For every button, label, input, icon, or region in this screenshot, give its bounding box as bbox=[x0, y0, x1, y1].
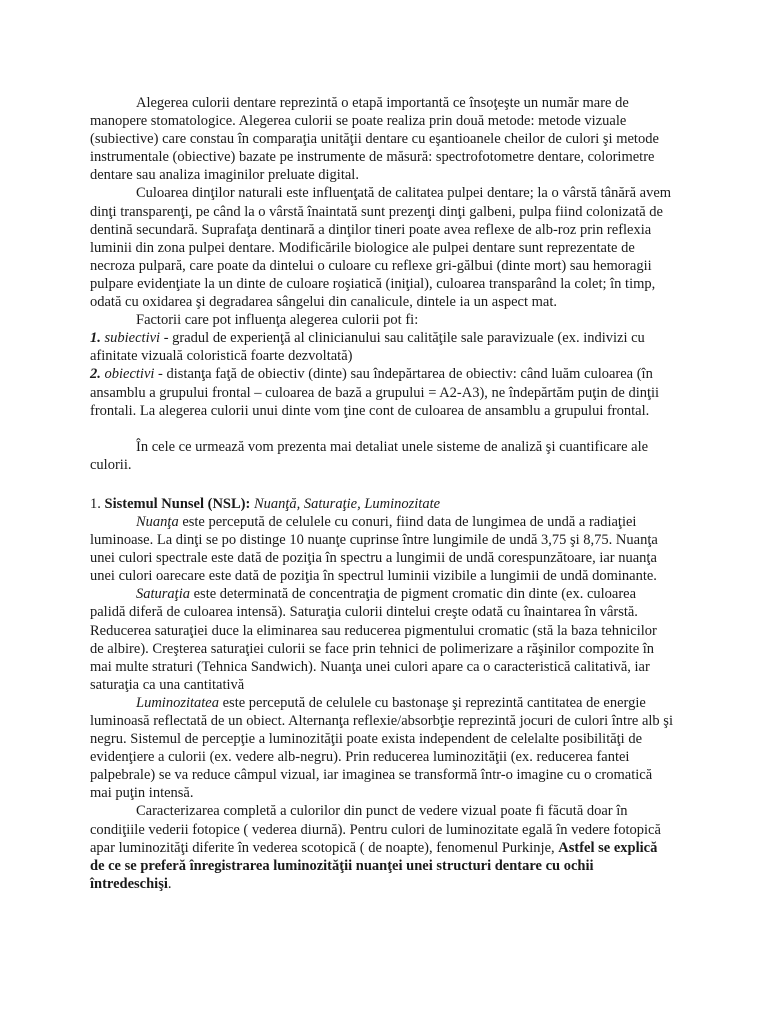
factors-intro: Factorii care pot influenţa alegerea culorii pot fi: bbox=[136, 312, 419, 329]
natural-teeth-color-paragraph: Culoarea dinţilor naturali este influenţată de calitatea pulpei dentare; la o vârstă tânără avem dinţi transparenţi, pe când la o vârstă înaintată sunt prezenţi dinţi galbeni, pulpa fiind colonizată de dentină secundară. Suprafaţa dentinară a dinţilor tineri poate avea reflexe de alb-roz prin reflexia luminii din zona pulpei dentare. Modificările biologice ale pulpei dentare sunt reprezentate de necroza pulpară, care poate da dintelui o culoare cu reflexe gri-gălbui (dinte mort) sau hemoragii pulpare evidenţiate la un dinte de culoare roşiatică (iniţial), culoarea transparând la colet; în timp, odată cu oxidarea şi degradarea sângelui din canalicule, dintele ia un aspect mat. bbox=[90, 185, 672, 311]
luminozitatea-paragraph bbox=[90, 694, 674, 803]
section-title: Sistemul Nunsel (NSL): bbox=[104, 495, 251, 512]
saturatia-term: Saturaţia bbox=[136, 586, 190, 603]
nuanta-term: Nuanţa bbox=[136, 513, 179, 530]
factor-text-subjective: - gradul de experienţă al clinicianului sau calităţile sale paravizuale (ex. indivizi cu afinitate vizuală coloristică foarte dezvoltată) bbox=[90, 330, 645, 365]
factor-term-objective: obiectivi bbox=[104, 366, 155, 383]
saturatia-text: este determinată de concentraţia de pigment cromatic din dinte (ex. culoarea palidă diferă de culoarea intensă). Saturaţia culorii dintelui creşte odată cu înaintarea în vârstă. Reducerea saturaţiei duce la eliminarea sau reducerea pigmentului cromatic (stă la baza tehnicilor de albire). Creşterea saturaţiei culorii se face prin tehnici de polimerizare a răşinilor compozite în mai multe straturi (Tehnica Sandwich). Nuanţa unei culori apare ca o caracteristică calitativă, iar saturaţia ca una cantitativă bbox=[90, 586, 657, 693]
nuanta-text: este percepută de celulele cu conuri, fiind data de lungimea de undă a radiaţiei luminoase. La dinţi se po distinge 10 nuanţe cuprinse între lungimile de undă 3,75 şi 8,75. Nuanţa unei culori spectrale este dată de poziţia în spectru a lungimii de undă corespunzătoare, iar nuanţa unei culori oarecare este dată de poziţia în spectrul luminii vizibile a lungimii de undă dominante. bbox=[90, 513, 658, 585]
factor-subjective bbox=[90, 329, 674, 365]
conclusion-paragraph bbox=[90, 802, 674, 892]
luminozitatea-term: Luminozitatea bbox=[136, 694, 219, 711]
factor-objective bbox=[90, 365, 674, 419]
saturatia-paragraph bbox=[90, 585, 674, 694]
factor-term-subjective: subiectivi bbox=[104, 330, 161, 347]
factor-number-1: 1. bbox=[90, 330, 101, 347]
section-heading bbox=[90, 495, 674, 513]
conclusion-bold-text: Astfel se explică de ce se preferă înregistrarea luminozităţii nuanţei unei structuri dentare cu ochii întredeschişi bbox=[90, 839, 658, 892]
section-number: 1. bbox=[90, 495, 105, 512]
factor-number-2: 2. bbox=[90, 366, 101, 383]
luminozitatea-text: este percepută de celulele cu bastonaşe şi reprezintă cantitatea de energie luminoasă reflectată de un obiect. Alternanţa reflexie/absorbţie reprezintă jocuri de culori între alb şi negru. Sistemul de percepţie a luminozităţii poate exista independent de celelalte posibilităţi de evidenţiere a culorii (ex. vedere alb-negru). Prin reducerea luminozităţii (ex. reducerea fantei palpebrale) se va reduce câmpul vizual, iar imaginea se transformă într-o imagine cu o cromatică mai puţin intensă. bbox=[90, 694, 673, 802]
intro-paragraph: Alegerea culorii dentare reprezintă o etapă importantă ce însoţeşte un număr mare de manopere stomatologice. Alegerea culorii se poate realiza prin două metode: metode vizuale (subiective) care constau în comparaţia unităţii dentare cu eşantioanele cheilor de culori şi metode instrumentale (obiective) bazate pe instrumente de măsură: spectrofotometre dentare, colorimetre dentare sau analiza imaginilor preluate digital. bbox=[90, 95, 659, 184]
document-page bbox=[90, 94, 674, 893]
nuanta-paragraph bbox=[90, 513, 674, 585]
systems-intro-paragraph: În cele ce urmează vom prezenta mai detaliat unele sisteme de analiză şi cuantificare ale culorii. bbox=[90, 438, 649, 473]
conclusion-end: . bbox=[167, 875, 172, 892]
spacer bbox=[90, 420, 674, 438]
factor-text-objective: - distanţa faţă de obiectiv (dinte) sau îndepărtarea de obiectiv: când luăm culoarea (în ansamblu a grupului frontal – culoarea de bază a grupului = A2-A3), ne îndepărtăm puţin de dinţii frontali. La alegerea culorii unui dinte vom ţine cont de culoarea de ansamblu a grupului frontal. bbox=[90, 366, 660, 419]
section-subtitle: Nuanţă, Saturaţie, Luminozitate bbox=[250, 495, 441, 512]
spacer bbox=[90, 474, 674, 495]
conclusion-text: Caracterizarea completă a culorilor din punct de vedere vizual poate fi făcută doar în condiţiile vederii fotopice ( vederea diurnă). Pentru culori de luminozitate egală în vedere fotopică apar luminozităţi diferite în vederea scotopică ( de noapte), fenomenul Purkinje, bbox=[90, 803, 661, 856]
